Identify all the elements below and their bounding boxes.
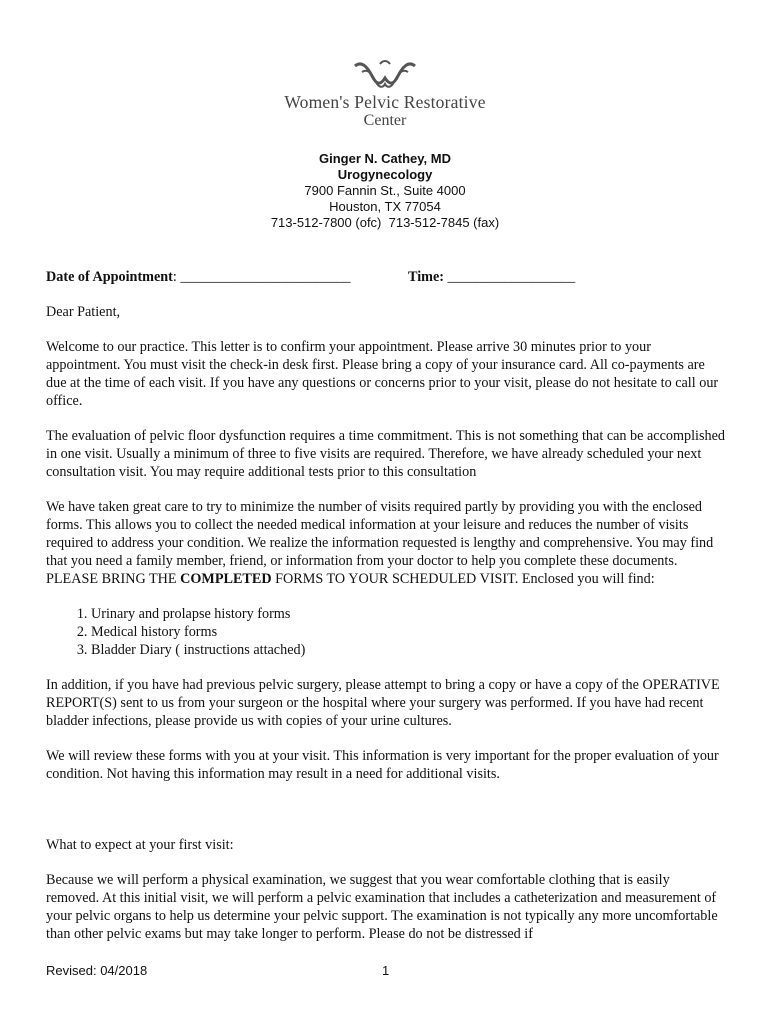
revision-date: Revised: 04/2018 bbox=[46, 963, 148, 978]
list-item: 2. Medical history forms bbox=[91, 623, 726, 641]
list-item: 3. Bladder Diary ( instructions attached) bbox=[91, 641, 726, 659]
doctor-name: Ginger N. Cathey, MD bbox=[319, 151, 451, 166]
page-number: 1 bbox=[382, 963, 390, 978]
paragraph-evaluation: The evaluation of pelvic floor dysfunction requires a time commitment. This is not something that can be accomplished in one visit. Usually a minimum of three to five visits are required. Therefore, we have already scheduled your next consultation visit. You may require additional tests prior to this consultation bbox=[46, 428, 725, 480]
salutation: Dear Patient, bbox=[46, 304, 121, 320]
date-label: Date of Appointment bbox=[46, 269, 173, 285]
practice-logo bbox=[250, 58, 520, 138]
page-footer bbox=[46, 963, 446, 978]
paragraph-welcome: Welcome to our practice. This letter is to confirm your appointment. Please arrive 30 minutes prior to your appointment. You must visit the check-in desk first. Please bring a copy of your insurance card. All co-payments are due at the time of each visit. If you have any questions or concerns prior to your visit, please do not hesitate to call our office. bbox=[46, 339, 719, 409]
completed-emphasis: COMPLETED bbox=[180, 571, 272, 587]
logo-text-line1: Women's Pelvic Restorative bbox=[284, 92, 486, 112]
date-field: : ________________________ bbox=[172, 269, 351, 285]
list-item: 1. Urinary and prolapse history forms bbox=[91, 605, 726, 623]
paragraph-forms bbox=[46, 498, 726, 588]
paragraph-forms-end: FORMS TO YOUR SCHEDULED VISIT. Enclosed you will find: bbox=[271, 571, 655, 587]
paragraph-exam: Because we will perform a physical examination, we suggest that you wear comfortable clothing that is easily removed. At this initial visit, we will perform a pelvic examination that includes a catheterization and measurement of your pelvic organs to help us determine your pelvic support. The examination is not typically any more uncomfortable than other pelvic exams but may take longer to perform. Please do not be distressed if bbox=[46, 872, 718, 942]
letter-body bbox=[46, 268, 726, 943]
logo-emblem-icon bbox=[350, 58, 420, 92]
paragraph-surgery: In addition, if you have had previous pelvic surgery, please attempt to bring a copy or have a copy of the OPERATIVE REPORT(S) sent to us from your surgeon or the hospital where your surgery was performed. If you have had recent bladder infections, please provide us with copies of your urine cultures. bbox=[46, 677, 720, 729]
phone-numbers: 713-512-7800 (ofc) 713-512-7845 (fax) bbox=[270, 215, 500, 230]
enclosure-list bbox=[46, 605, 726, 659]
time-field: __________________ bbox=[444, 269, 576, 285]
address-line1: 7900 Fannin St., Suite 4000 bbox=[304, 183, 466, 198]
appointment-line bbox=[46, 268, 726, 286]
time-label: Time: bbox=[408, 269, 444, 285]
paragraph-review: We will review these forms with you at your visit. This information is very important for the proper evaluation of your condition. Not having this information may result in a need for additional visits. bbox=[46, 748, 719, 782]
specialty: Urogynecology bbox=[337, 167, 433, 182]
letterhead bbox=[0, 151, 770, 231]
logo-text-line2: Center bbox=[363, 112, 407, 129]
paragraph-forms-text: We have taken great care to try to minimize the number of visits required partly by providing you with the enclosed forms. This allows you to collect the needed medical information at your leisure and reduces the number of visits required to address your condition. We realize the information requested is lengthy and comprehensive. You may find that you need a family member, friend, or information from your doctor to help you complete these documents. PLEASE BRING THE bbox=[46, 499, 714, 587]
section-heading-first-visit: What to expect at your first visit: bbox=[46, 837, 234, 853]
address-line2: Houston, TX 77054 bbox=[329, 199, 441, 214]
